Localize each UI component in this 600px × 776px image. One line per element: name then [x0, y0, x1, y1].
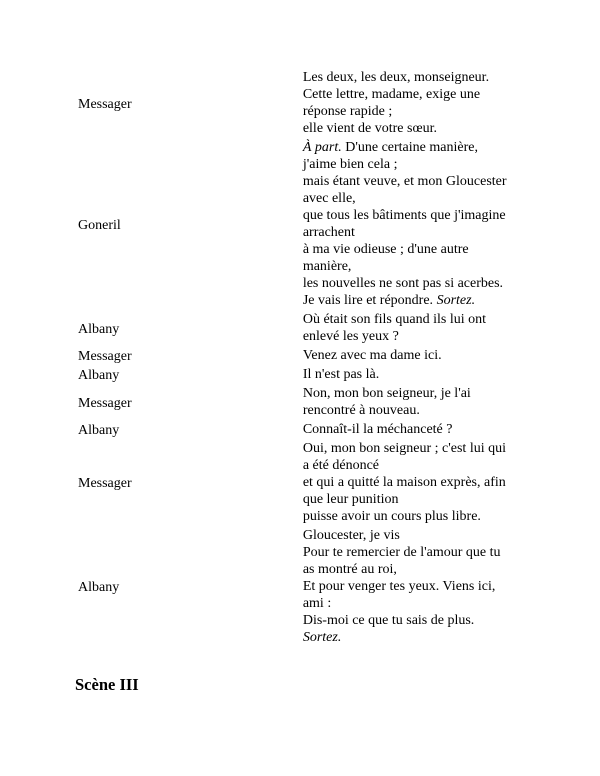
speaker-name: Goneril [78, 217, 121, 233]
speaker-name: Messager [78, 96, 132, 112]
dialogue-row [72, 440, 532, 527]
speaker-name: Albany [78, 423, 120, 438]
stage-direction: Sortez. [302, 630, 342, 645]
speech-line [303, 347, 532, 364]
speech-line [303, 508, 532, 525]
speech-segment: Connaît-il la méchanceté ? [302, 422, 453, 437]
speech-segment: Non, mon bon seigneur, je l'ai [302, 386, 471, 401]
speech-segment: les nouvelles ne sont pas si acerbes. [302, 276, 504, 291]
speech-segment: à ma vie odieuse ; d'une autre [302, 242, 469, 257]
speech-line [303, 224, 532, 241]
speech-segment: arrachent [302, 225, 355, 240]
dialogue-body [72, 69, 532, 648]
speech-line [303, 457, 532, 474]
dialogue-row [72, 421, 532, 440]
speech-segment: ami : [302, 596, 332, 611]
speech-segment: Je vais lire et répondre. [302, 293, 437, 308]
speech-text [303, 440, 532, 527]
dialogue-row [72, 69, 532, 139]
speech-text [303, 139, 532, 311]
speech-line [303, 103, 532, 120]
speech-line [303, 139, 532, 156]
speech-line [303, 561, 532, 578]
speech-line [303, 173, 532, 190]
speech-segment: avec elle, [302, 191, 356, 206]
speech-line [303, 612, 532, 629]
speaker-name: Albany [78, 321, 120, 337]
speech-segment: Oui, mon bon seigneur ; c'est lui qui [302, 441, 506, 456]
speech-line [303, 292, 532, 309]
dialogue-row [72, 366, 532, 385]
speech-segment: rencontré à nouveau. [302, 403, 420, 418]
speaker-name: Albany [78, 580, 120, 595]
speech-segment: que leur punition [302, 492, 399, 507]
speech-line [303, 328, 532, 345]
dialogue-row [72, 347, 532, 366]
dialogue-table [72, 69, 532, 648]
speech-segment: a été dénoncé [302, 458, 380, 473]
speech-segment: Les deux, les deux, monseigneur. [302, 70, 490, 85]
speech-segment: mais étant veuve, et mon Gloucester [302, 174, 507, 189]
speaker-name: Albany [78, 368, 120, 383]
speech-text [303, 385, 532, 421]
speech-segment: D'une certaine manière, [341, 140, 478, 155]
speech-line [303, 241, 532, 258]
speech-line [303, 275, 532, 292]
stage-direction: À part. [302, 140, 342, 155]
speech-line [303, 491, 532, 508]
speech-segment: Où était son fils quand ils lui ont [302, 312, 486, 327]
speech-line [303, 595, 532, 612]
speech-segment: que tous les bâtiments que j'imagine [302, 208, 506, 223]
speech-line [303, 629, 532, 646]
speech-segment: elle vient de votre sœur. [302, 121, 437, 136]
speaker-name: Messager [78, 476, 132, 491]
speech-text [303, 421, 532, 440]
speech-segment: réponse rapide ; [302, 104, 393, 119]
speech-line [303, 258, 532, 275]
speech-line [303, 86, 532, 103]
speech-line [303, 527, 532, 544]
speaker-name: Messager [78, 349, 132, 364]
dialogue-row [72, 139, 532, 311]
speech-segment: Gloucester, je vis [302, 528, 400, 543]
dialogue-row [72, 311, 532, 347]
speech-line [303, 544, 532, 561]
speech-segment: Dis-moi ce que tu sais de plus. [302, 613, 475, 628]
speech-text [303, 527, 532, 648]
speech-line [303, 120, 532, 137]
speech-segment: et qui a quitté la maison exprès, afin [302, 475, 506, 490]
speech-segment: manière, [302, 259, 352, 274]
speech-segment: Venez avec ma dame ici. [302, 348, 442, 363]
speech-line [303, 207, 532, 224]
speech-segment: Et pour venger tes yeux. Viens ici, [302, 579, 496, 594]
speech-line [303, 385, 532, 402]
speech-segment: enlevé les yeux ? [302, 329, 399, 344]
speech-line [303, 69, 532, 86]
speech-text [303, 347, 532, 366]
speech-text [303, 69, 532, 139]
speech-line [303, 190, 532, 207]
speech-text [303, 311, 532, 347]
speech-line [303, 156, 532, 173]
speech-text [303, 366, 532, 385]
speech-segment: j'aime bien cela ; [302, 157, 398, 172]
stage-direction: Sortez. [436, 293, 476, 308]
speech-segment: puisse avoir un cours plus libre. [302, 509, 481, 524]
speech-line [303, 366, 532, 383]
dialogue-row [72, 527, 532, 648]
speech-line [303, 578, 532, 595]
scene-heading: Scène III [75, 675, 139, 694]
speech-line [303, 421, 532, 438]
speech-line [303, 402, 532, 419]
speaker-name: Messager [78, 395, 132, 411]
speech-segment: as montré au roi, [302, 562, 397, 577]
speech-segment: Pour te remercier de l'amour que tu [302, 545, 501, 560]
dialogue-row [72, 385, 532, 421]
speech-line [303, 474, 532, 491]
speech-segment: Il n'est pas là. [302, 367, 380, 382]
speech-line [303, 311, 532, 328]
speech-line [303, 440, 532, 457]
speech-segment: Cette lettre, madame, exige une [302, 87, 481, 102]
